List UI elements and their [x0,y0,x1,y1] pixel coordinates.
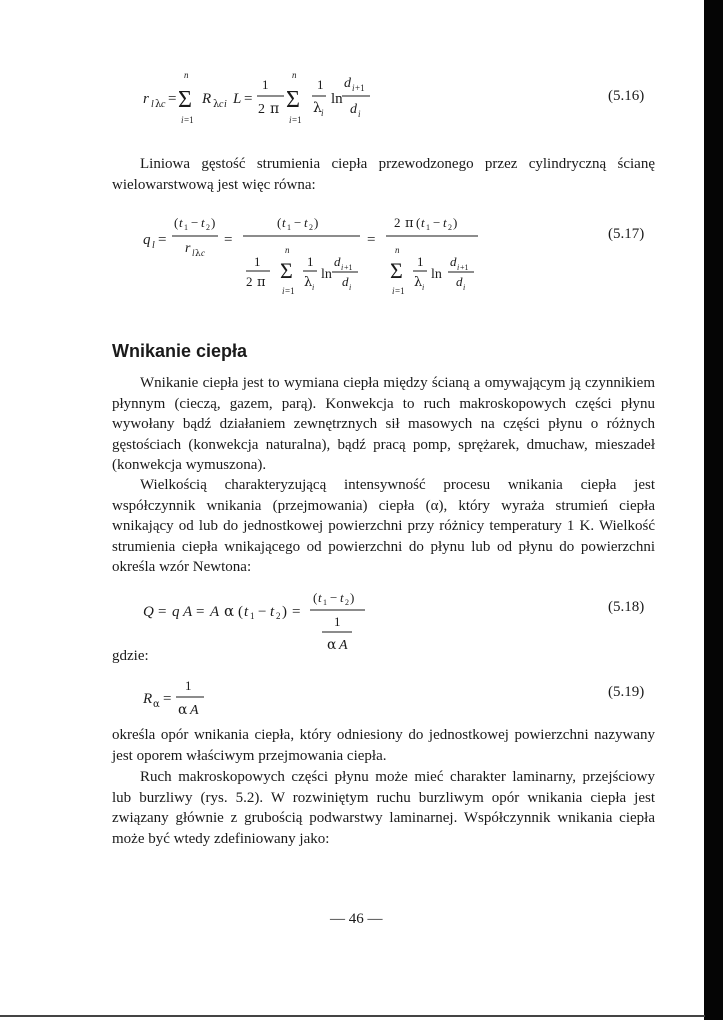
svg-text:=: = [224,232,233,248]
svg-text:i: i [392,286,395,296]
svg-text:π: π [405,216,414,231]
svg-text:ln: ln [321,267,332,282]
svg-text:λ: λ [313,100,322,116]
equation-5-19 [0,676,700,721]
svg-text:1: 1 [254,254,261,269]
svg-text:t: t [244,604,249,620]
svg-text:2: 2 [394,215,401,230]
paragraph-coefficient: Wielkością charakteryzującą intensywność procesu wnikania ciepła jest współczynnik wnikania (przejmowania) ciepła (α), który wyraża strumień ciepła wnikający od lub do jednostkowej powierzchni przy różnicy temperatury 1 K. Wielkość strumienia ciepła wnikającego od powierzchni do płynu lub od płynu do powierzchni określa wzór Newtona: [112,477,655,575]
svg-text:d: d [456,274,463,289]
svg-text:=1: =1 [395,286,405,296]
svg-text:r: r [143,91,149,107]
svg-text:n: n [395,245,400,255]
svg-text:n: n [292,70,297,80]
equation-number: (5.18) [608,599,645,615]
svg-text:Q: Q [143,604,154,620]
svg-text:=: = [196,604,205,620]
svg-text:n: n [285,245,290,255]
svg-text:i: i [341,263,344,272]
svg-text:): ) [282,604,287,620]
paragraph-linear-density: Liniowa gęstość strumienia ciepła przewodzonego przez cylindryczną ścianę wielowarstwową jest więc równa: [112,156,655,193]
svg-text:+1: +1 [355,83,365,93]
gdzie-label: gdzie: [112,648,149,664]
svg-text:(: ( [238,604,243,620]
svg-text:t: t [282,215,286,230]
svg-text:α: α [224,602,235,620]
svg-text:i: i [463,283,466,292]
svg-text:A: A [210,604,220,620]
svg-text:c: c [161,99,166,110]
svg-text:−: − [330,590,338,605]
svg-text:c: c [219,99,224,110]
svg-text:t: t [443,215,447,230]
svg-text:+1: +1 [460,263,469,272]
svg-text:=: = [367,232,376,248]
svg-text:α: α [153,699,160,710]
scan-bottom-line [0,1015,705,1017]
svg-text:A: A [339,638,348,653]
svg-text:): ) [314,215,319,230]
equation-5-17-formula [0,208,600,298]
svg-text:(: ( [277,215,282,230]
svg-text:1: 1 [426,223,430,232]
paragraph-turbulent: Ruch makroskopowych części płynu może mieć charakter laminarny, przejściowy lub burzliwy (rys. 5.2). W rozwiniętym ruchu burzliwym opór wnikania ciepła jest związany głównie z grubością podwarstwy laminarnej. Współczynnik wnikania ciepła może być wtedy zdefiniowany jako: [112,769,655,847]
svg-text:λ: λ [195,249,201,259]
paragraph-resistance: określa opór wnikania ciepła, który odniesiony do jednostkowej powierzchni nazywany jest oporem właściwym przejmowania ciepła. [112,727,655,764]
svg-text:i: i [457,263,460,272]
svg-text:=: = [244,91,253,107]
svg-text:−: − [191,215,199,230]
svg-text:=: = [158,232,167,248]
svg-text:λ: λ [213,99,220,110]
svg-text:2: 2 [206,223,210,232]
equation-5-17 [0,208,700,298]
svg-text:−: − [258,604,267,620]
svg-text:−: − [294,215,302,230]
svg-text:Σ: Σ [286,87,300,113]
scan-edge-bar [704,0,723,1020]
svg-text:2: 2 [258,102,265,117]
svg-text:A: A [190,703,199,718]
svg-text:2: 2 [309,223,313,232]
svg-text:λ: λ [414,275,423,290]
svg-text:1: 1 [307,254,314,269]
svg-text:t: t [421,215,425,230]
svg-text:t: t [270,604,275,620]
svg-text:α: α [178,702,188,718]
svg-text:ln: ln [431,267,442,282]
svg-text:=1: =1 [184,115,194,125]
equation-5-19-formula [0,676,600,721]
svg-text:=: = [163,691,172,707]
svg-text:2: 2 [276,611,281,621]
svg-text:l: l [152,240,155,251]
svg-text:1: 1 [323,598,327,607]
svg-text:=: = [158,604,167,620]
svg-text:Σ: Σ [390,258,403,283]
svg-text:i: i [358,109,361,119]
svg-text:π: π [257,275,266,290]
svg-text:d: d [342,274,349,289]
svg-text:1: 1 [250,611,255,621]
svg-text:(: ( [174,215,179,230]
svg-text:i: i [224,99,227,110]
svg-text:i: i [289,115,292,125]
svg-text:d: d [350,102,357,117]
svg-text:λ: λ [155,99,162,110]
svg-text:2: 2 [246,274,253,289]
svg-text:ln: ln [331,91,343,107]
svg-text:i: i [282,286,285,296]
svg-text:R: R [202,91,212,107]
svg-text:Σ: Σ [178,87,192,113]
svg-text:λ: λ [304,275,313,290]
svg-text:r: r [185,241,191,256]
svg-text:t: t [304,215,308,230]
svg-text:l: l [151,99,154,110]
svg-text:): ) [211,215,216,230]
svg-text:1: 1 [417,254,424,269]
section-heading: Wnikanie ciepła [112,341,248,361]
svg-text:R: R [143,691,153,707]
svg-text:+1: +1 [344,263,353,272]
svg-text:A: A [183,604,193,620]
svg-text:(: ( [416,215,421,230]
equation-number: (5.16) [608,88,645,104]
equation-5-16-formula [0,60,600,130]
svg-text:Σ: Σ [280,258,293,283]
svg-text:q: q [172,604,180,620]
svg-text:t: t [179,215,183,230]
svg-text:i: i [312,283,315,292]
svg-text:1: 1 [262,77,269,92]
svg-text:1: 1 [317,77,324,92]
svg-text:−: − [433,215,441,230]
svg-text:(: ( [313,590,318,605]
svg-text:i: i [352,83,355,93]
svg-text:α: α [327,637,337,653]
equation-number: (5.17) [608,226,645,242]
equation-5-18-formula [0,588,600,653]
svg-text:): ) [350,590,355,605]
svg-text:t: t [318,590,322,605]
svg-text:1: 1 [185,678,192,693]
page-number: — 46 — [330,911,383,927]
svg-text:d: d [344,76,351,91]
svg-text:1: 1 [334,614,341,629]
svg-text:d: d [450,254,457,269]
svg-text:n: n [184,70,189,80]
svg-text:l: l [192,248,195,258]
paragraph-convection: Wnikanie ciepła jest to wymiana ciepła między ścianą a omywającym ją czynnikiem płynnym (cieczą, gazem, parą). Konwekcja to ruch makroskopowych części płynu wywołany bądź działaniem zewnętrznych sił masowych na części płynu o różnych gęstościach (konwekcja naturalna), bądź pracą pomp, sprężarek, dmuchaw, mieszadeł (konwekcja wymuszona). [112,375,655,473]
svg-text:π: π [270,101,280,117]
svg-text:t: t [201,215,205,230]
equation-5-18 [0,588,700,653]
svg-text:2: 2 [448,223,452,232]
svg-text:2: 2 [345,598,349,607]
svg-text:i: i [422,283,425,292]
svg-text:): ) [453,215,458,230]
svg-text:=: = [168,91,177,107]
svg-text:q: q [143,232,151,248]
equation-number: (5.19) [608,684,645,700]
svg-text:i: i [349,283,352,292]
svg-text:L: L [233,91,242,107]
svg-text:c: c [201,248,205,258]
svg-text:i: i [321,108,324,118]
svg-text:1: 1 [184,223,188,232]
svg-text:1: 1 [287,223,291,232]
equation-5-16 [0,60,700,130]
svg-text:=1: =1 [285,286,295,296]
svg-text:t: t [340,590,344,605]
svg-text:=: = [292,604,301,620]
svg-text:i: i [181,115,184,125]
svg-text:d: d [334,254,341,269]
svg-text:=1: =1 [292,115,302,125]
